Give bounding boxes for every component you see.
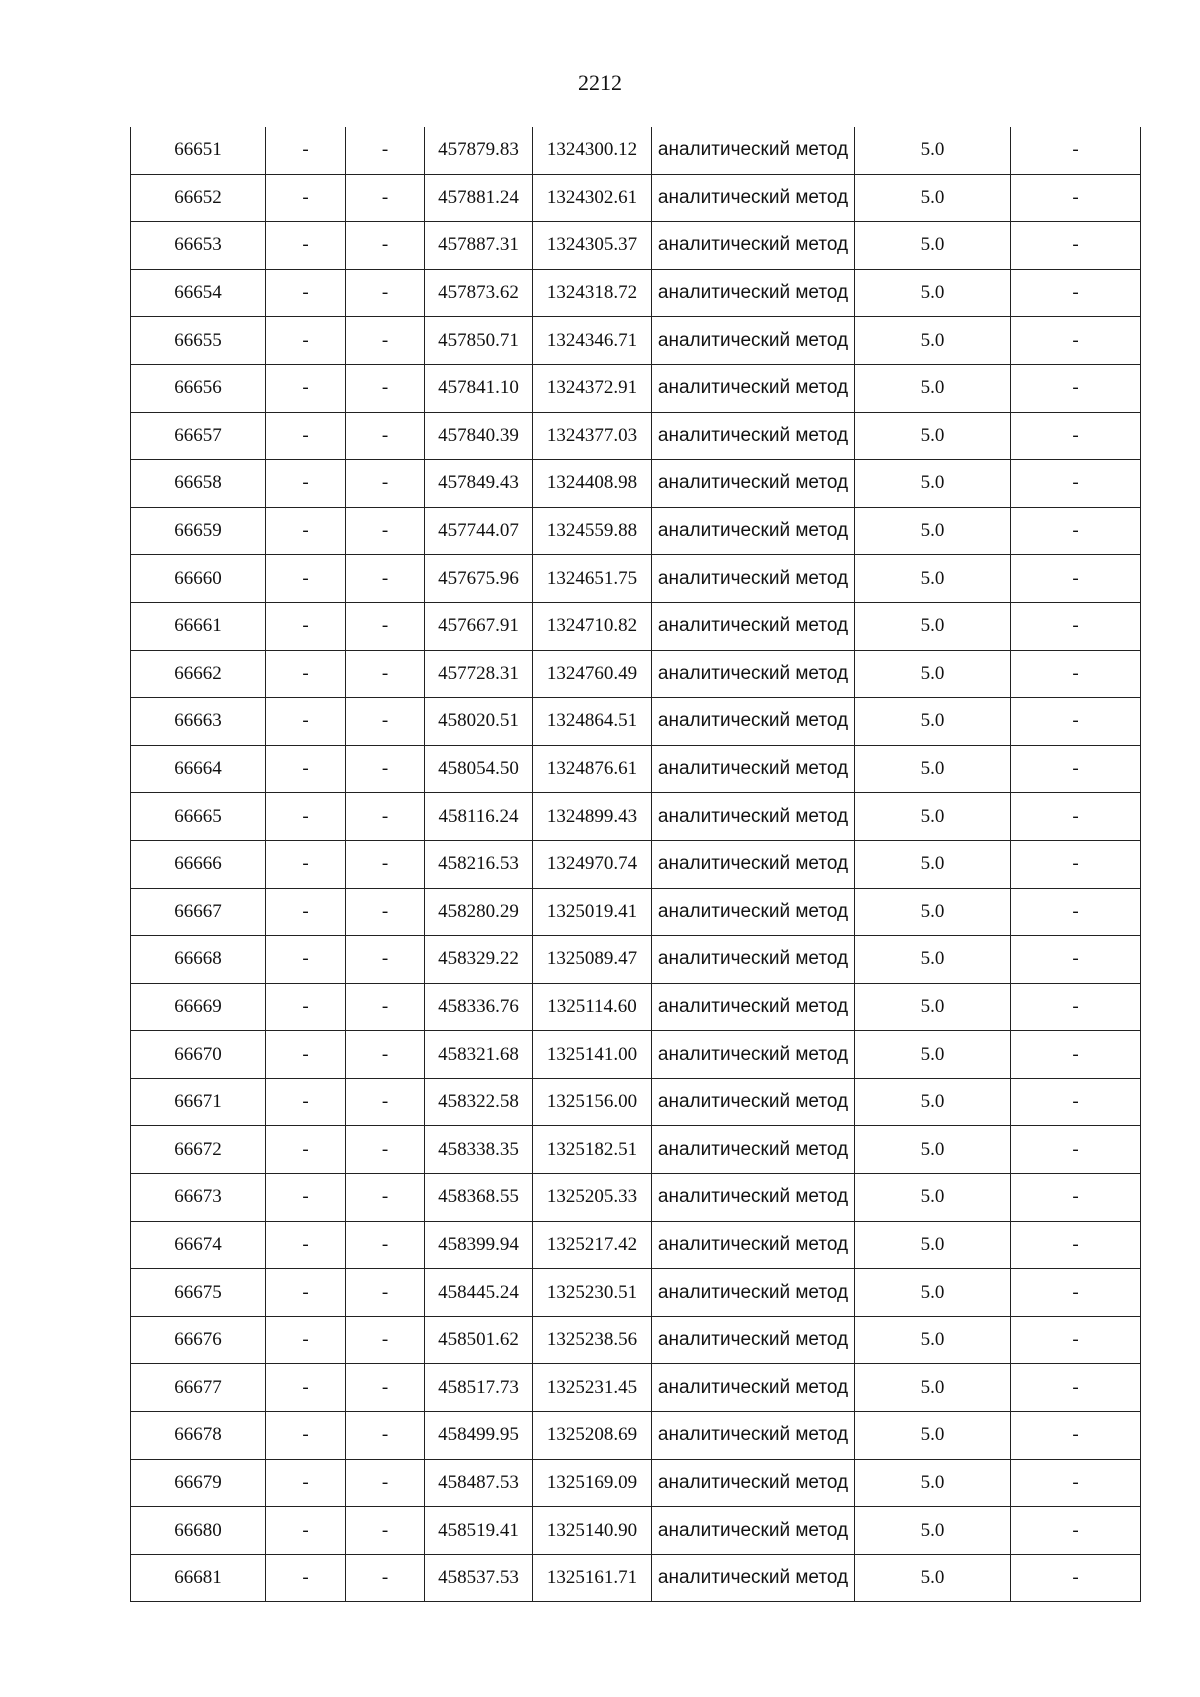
y-coordinate-cell: 1324899.43	[533, 793, 652, 841]
dash-cell: -	[266, 507, 346, 555]
point-number-cell: 66679	[131, 1459, 266, 1507]
x-coordinate-cell: 458501.62	[425, 1316, 533, 1364]
dash-cell: -	[266, 1031, 346, 1079]
dash-cell: -	[1011, 269, 1141, 317]
accuracy-cell: 5.0	[855, 983, 1011, 1031]
table-row	[131, 222, 1141, 270]
dash-cell: -	[346, 840, 425, 888]
point-number-cell: 66662	[131, 650, 266, 698]
dash-cell: -	[346, 1364, 425, 1412]
dash-cell: -	[266, 1364, 346, 1412]
y-coordinate-cell: 1324559.88	[533, 507, 652, 555]
accuracy-cell: 5.0	[855, 1316, 1011, 1364]
x-coordinate-cell: 458519.41	[425, 1507, 533, 1555]
point-number-cell: 66673	[131, 1174, 266, 1222]
x-coordinate-cell: 458336.76	[425, 983, 533, 1031]
x-coordinate-cell: 458537.53	[425, 1554, 533, 1602]
method-cell: аналитический метод	[652, 983, 855, 1031]
point-number-cell: 66651	[131, 127, 266, 174]
y-coordinate-cell: 1324970.74	[533, 840, 652, 888]
page-number: 2212	[578, 70, 622, 95]
point-number-cell: 66670	[131, 1031, 266, 1079]
dash-cell: -	[1011, 364, 1141, 412]
point-number-cell: 66669	[131, 983, 266, 1031]
dash-cell: -	[1011, 888, 1141, 936]
point-number-cell: 66657	[131, 412, 266, 460]
dash-cell: -	[346, 602, 425, 650]
x-coordinate-cell: 457879.83	[425, 127, 533, 174]
accuracy-cell: 5.0	[855, 1412, 1011, 1460]
x-coordinate-cell: 458368.55	[425, 1174, 533, 1222]
dash-cell: -	[346, 222, 425, 270]
x-coordinate-cell: 458216.53	[425, 840, 533, 888]
dash-cell: -	[1011, 1174, 1141, 1222]
accuracy-cell: 5.0	[855, 1031, 1011, 1079]
accuracy-cell: 5.0	[855, 364, 1011, 412]
table-row	[131, 1174, 1141, 1222]
point-number-cell: 66667	[131, 888, 266, 936]
dash-cell: -	[266, 983, 346, 1031]
accuracy-cell: 5.0	[855, 1174, 1011, 1222]
method-cell: аналитический метод	[652, 1554, 855, 1602]
method-cell: аналитический метод	[652, 364, 855, 412]
method-cell: аналитический метод	[652, 127, 855, 174]
table-row	[131, 174, 1141, 222]
x-coordinate-cell: 458054.50	[425, 745, 533, 793]
table-row	[131, 1554, 1141, 1602]
x-coordinate-cell: 457728.31	[425, 650, 533, 698]
accuracy-cell: 5.0	[855, 888, 1011, 936]
accuracy-cell: 5.0	[855, 174, 1011, 222]
method-cell: аналитический метод	[652, 222, 855, 270]
dash-cell: -	[266, 460, 346, 508]
accuracy-cell: 5.0	[855, 602, 1011, 650]
table-row	[131, 983, 1141, 1031]
table-row	[131, 364, 1141, 412]
dash-cell: -	[266, 888, 346, 936]
table-row	[131, 1364, 1141, 1412]
table-row	[131, 412, 1141, 460]
accuracy-cell: 5.0	[855, 317, 1011, 365]
dash-cell: -	[266, 269, 346, 317]
dash-cell: -	[1011, 174, 1141, 222]
dash-cell: -	[346, 555, 425, 603]
dash-cell: -	[266, 1554, 346, 1602]
table-row	[131, 840, 1141, 888]
dash-cell: -	[346, 127, 425, 174]
dash-cell: -	[346, 936, 425, 984]
accuracy-cell: 5.0	[855, 1221, 1011, 1269]
method-cell: аналитический метод	[652, 888, 855, 936]
table-row	[131, 127, 1141, 174]
dash-cell: -	[346, 1316, 425, 1364]
table-row	[131, 650, 1141, 698]
method-cell: аналитический метод	[652, 1078, 855, 1126]
table-body	[131, 127, 1141, 1602]
dash-cell: -	[346, 1174, 425, 1222]
accuracy-cell: 5.0	[855, 698, 1011, 746]
point-number-cell: 66676	[131, 1316, 266, 1364]
dash-cell: -	[346, 1126, 425, 1174]
dash-cell: -	[346, 1078, 425, 1126]
method-cell: аналитический метод	[652, 460, 855, 508]
dash-cell: -	[1011, 1269, 1141, 1317]
point-number-cell: 66674	[131, 1221, 266, 1269]
point-number-cell: 66659	[131, 507, 266, 555]
point-number-cell: 66653	[131, 222, 266, 270]
accuracy-cell: 5.0	[855, 1554, 1011, 1602]
method-cell: аналитический метод	[652, 1174, 855, 1222]
accuracy-cell: 5.0	[855, 269, 1011, 317]
table-row	[131, 936, 1141, 984]
accuracy-cell: 5.0	[855, 1078, 1011, 1126]
dash-cell: -	[266, 698, 346, 746]
dash-cell: -	[266, 650, 346, 698]
dash-cell: -	[1011, 507, 1141, 555]
point-number-cell: 66672	[131, 1126, 266, 1174]
x-coordinate-cell: 458445.24	[425, 1269, 533, 1317]
dash-cell: -	[346, 507, 425, 555]
point-number-cell: 66668	[131, 936, 266, 984]
x-coordinate-cell: 458399.94	[425, 1221, 533, 1269]
accuracy-cell: 5.0	[855, 1507, 1011, 1555]
dash-cell: -	[346, 317, 425, 365]
dash-cell: -	[266, 1221, 346, 1269]
dash-cell: -	[1011, 222, 1141, 270]
x-coordinate-cell: 457675.96	[425, 555, 533, 603]
dash-cell: -	[1011, 555, 1141, 603]
dash-cell: -	[266, 745, 346, 793]
y-coordinate-cell: 1325208.69	[533, 1412, 652, 1460]
accuracy-cell: 5.0	[855, 507, 1011, 555]
dash-cell: -	[266, 1316, 346, 1364]
table-row	[131, 460, 1141, 508]
method-cell: аналитический метод	[652, 412, 855, 460]
dash-cell: -	[266, 317, 346, 365]
dash-cell: -	[346, 1221, 425, 1269]
dash-cell: -	[346, 983, 425, 1031]
dash-cell: -	[1011, 1316, 1141, 1364]
dash-cell: -	[1011, 127, 1141, 174]
table-row	[131, 745, 1141, 793]
table-row	[131, 1507, 1141, 1555]
accuracy-cell: 5.0	[855, 555, 1011, 603]
table-row	[131, 888, 1141, 936]
table-row	[131, 269, 1141, 317]
dash-cell: -	[266, 412, 346, 460]
y-coordinate-cell: 1325205.33	[533, 1174, 652, 1222]
dash-cell: -	[1011, 745, 1141, 793]
accuracy-cell: 5.0	[855, 412, 1011, 460]
dash-cell: -	[1011, 602, 1141, 650]
method-cell: аналитический метод	[652, 174, 855, 222]
y-coordinate-cell: 1325114.60	[533, 983, 652, 1031]
x-coordinate-cell: 457840.39	[425, 412, 533, 460]
y-coordinate-cell: 1324876.61	[533, 745, 652, 793]
table-row	[131, 555, 1141, 603]
y-coordinate-cell: 1324372.91	[533, 364, 652, 412]
point-number-cell: 66681	[131, 1554, 266, 1602]
y-coordinate-cell: 1324864.51	[533, 698, 652, 746]
dash-cell: -	[346, 1412, 425, 1460]
point-number-cell: 66663	[131, 698, 266, 746]
accuracy-cell: 5.0	[855, 745, 1011, 793]
table-row	[131, 1459, 1141, 1507]
x-coordinate-cell: 457849.43	[425, 460, 533, 508]
point-number-cell: 66661	[131, 602, 266, 650]
dash-cell: -	[346, 1031, 425, 1079]
dash-cell: -	[1011, 1554, 1141, 1602]
dash-cell: -	[346, 1459, 425, 1507]
x-coordinate-cell: 457850.71	[425, 317, 533, 365]
accuracy-cell: 5.0	[855, 460, 1011, 508]
x-coordinate-cell: 458321.68	[425, 1031, 533, 1079]
x-coordinate-cell: 458322.58	[425, 1078, 533, 1126]
accuracy-cell: 5.0	[855, 936, 1011, 984]
point-number-cell: 66660	[131, 555, 266, 603]
y-coordinate-cell: 1324651.75	[533, 555, 652, 603]
table-row	[131, 1221, 1141, 1269]
method-cell: аналитический метод	[652, 793, 855, 841]
y-coordinate-cell: 1325169.09	[533, 1459, 652, 1507]
y-coordinate-cell: 1324408.98	[533, 460, 652, 508]
dash-cell: -	[266, 840, 346, 888]
y-coordinate-cell: 1325141.00	[533, 1031, 652, 1079]
table-row	[131, 698, 1141, 746]
dash-cell: -	[1011, 1507, 1141, 1555]
accuracy-cell: 5.0	[855, 1459, 1011, 1507]
x-coordinate-cell: 458020.51	[425, 698, 533, 746]
method-cell: аналитический метод	[652, 1507, 855, 1555]
table-row	[131, 1126, 1141, 1174]
accuracy-cell: 5.0	[855, 840, 1011, 888]
method-cell: аналитический метод	[652, 1412, 855, 1460]
dash-cell: -	[346, 650, 425, 698]
table-row	[131, 793, 1141, 841]
accuracy-cell: 5.0	[855, 127, 1011, 174]
method-cell: аналитический метод	[652, 1316, 855, 1364]
y-coordinate-cell: 1324305.37	[533, 222, 652, 270]
y-coordinate-cell: 1324300.12	[533, 127, 652, 174]
dash-cell: -	[266, 1078, 346, 1126]
method-cell: аналитический метод	[652, 602, 855, 650]
dash-cell: -	[1011, 1412, 1141, 1460]
point-number-cell: 66677	[131, 1364, 266, 1412]
dash-cell: -	[266, 1459, 346, 1507]
dash-cell: -	[266, 222, 346, 270]
table-row	[131, 1412, 1141, 1460]
method-cell: аналитический метод	[652, 936, 855, 984]
dash-cell: -	[1011, 650, 1141, 698]
table-row	[131, 1269, 1141, 1317]
y-coordinate-cell: 1324302.61	[533, 174, 652, 222]
x-coordinate-cell: 458280.29	[425, 888, 533, 936]
coordinates-table	[130, 127, 1141, 1602]
y-coordinate-cell: 1325161.71	[533, 1554, 652, 1602]
y-coordinate-cell: 1325231.45	[533, 1364, 652, 1412]
x-coordinate-cell: 458338.35	[425, 1126, 533, 1174]
x-coordinate-cell: 458116.24	[425, 793, 533, 841]
y-coordinate-cell: 1324318.72	[533, 269, 652, 317]
x-coordinate-cell: 458487.53	[425, 1459, 533, 1507]
y-coordinate-cell: 1324760.49	[533, 650, 652, 698]
point-number-cell: 66680	[131, 1507, 266, 1555]
accuracy-cell: 5.0	[855, 222, 1011, 270]
dash-cell: -	[1011, 1126, 1141, 1174]
method-cell: аналитический метод	[652, 840, 855, 888]
dash-cell: -	[266, 1507, 346, 1555]
y-coordinate-cell: 1325182.51	[533, 1126, 652, 1174]
x-coordinate-cell: 457841.10	[425, 364, 533, 412]
dash-cell: -	[1011, 1364, 1141, 1412]
dash-cell: -	[346, 174, 425, 222]
y-coordinate-cell: 1325217.42	[533, 1221, 652, 1269]
y-coordinate-cell: 1324346.71	[533, 317, 652, 365]
method-cell: аналитический метод	[652, 1364, 855, 1412]
dash-cell: -	[266, 1174, 346, 1222]
dash-cell: -	[266, 1412, 346, 1460]
dash-cell: -	[346, 698, 425, 746]
point-number-cell: 66654	[131, 269, 266, 317]
method-cell: аналитический метод	[652, 1269, 855, 1317]
accuracy-cell: 5.0	[855, 1126, 1011, 1174]
dash-cell: -	[346, 364, 425, 412]
table-row	[131, 1078, 1141, 1126]
dash-cell: -	[1011, 983, 1141, 1031]
accuracy-cell: 5.0	[855, 650, 1011, 698]
dash-cell: -	[1011, 317, 1141, 365]
table-row	[131, 317, 1141, 365]
y-coordinate-cell: 1325140.90	[533, 1507, 652, 1555]
x-coordinate-cell: 457873.62	[425, 269, 533, 317]
table-row	[131, 1031, 1141, 1079]
dash-cell: -	[266, 1269, 346, 1317]
x-coordinate-cell: 458499.95	[425, 1412, 533, 1460]
dash-cell: -	[1011, 793, 1141, 841]
point-number-cell: 66665	[131, 793, 266, 841]
y-coordinate-cell: 1325156.00	[533, 1078, 652, 1126]
x-coordinate-cell: 457667.91	[425, 602, 533, 650]
method-cell: аналитический метод	[652, 555, 855, 603]
dash-cell: -	[346, 1507, 425, 1555]
dash-cell: -	[1011, 412, 1141, 460]
method-cell: аналитический метод	[652, 1221, 855, 1269]
point-number-cell: 66671	[131, 1078, 266, 1126]
accuracy-cell: 5.0	[855, 1269, 1011, 1317]
dash-cell: -	[266, 602, 346, 650]
y-coordinate-cell: 1325238.56	[533, 1316, 652, 1364]
method-cell: аналитический метод	[652, 317, 855, 365]
method-cell: аналитический метод	[652, 698, 855, 746]
point-number-cell: 66656	[131, 364, 266, 412]
x-coordinate-cell: 457881.24	[425, 174, 533, 222]
x-coordinate-cell: 458517.73	[425, 1364, 533, 1412]
dash-cell: -	[346, 745, 425, 793]
x-coordinate-cell: 458329.22	[425, 936, 533, 984]
dash-cell: -	[1011, 460, 1141, 508]
method-cell: аналитический метод	[652, 1031, 855, 1079]
y-coordinate-cell: 1324710.82	[533, 602, 652, 650]
y-coordinate-cell: 1325019.41	[533, 888, 652, 936]
dash-cell: -	[266, 1126, 346, 1174]
dash-cell: -	[1011, 1031, 1141, 1079]
dash-cell: -	[1011, 1078, 1141, 1126]
table-row	[131, 507, 1141, 555]
dash-cell: -	[266, 364, 346, 412]
method-cell: аналитический метод	[652, 269, 855, 317]
accuracy-cell: 5.0	[855, 793, 1011, 841]
dash-cell: -	[266, 555, 346, 603]
dash-cell: -	[1011, 840, 1141, 888]
x-coordinate-cell: 457744.07	[425, 507, 533, 555]
point-number-cell: 66664	[131, 745, 266, 793]
point-number-cell: 66658	[131, 460, 266, 508]
point-number-cell: 66675	[131, 1269, 266, 1317]
dash-cell: -	[266, 174, 346, 222]
dash-cell: -	[1011, 936, 1141, 984]
method-cell: аналитический метод	[652, 745, 855, 793]
y-coordinate-cell: 1325089.47	[533, 936, 652, 984]
table-row	[131, 1316, 1141, 1364]
dash-cell: -	[346, 793, 425, 841]
dash-cell: -	[346, 1269, 425, 1317]
accuracy-cell: 5.0	[855, 1364, 1011, 1412]
point-number-cell: 66678	[131, 1412, 266, 1460]
dash-cell: -	[346, 460, 425, 508]
dash-cell: -	[266, 936, 346, 984]
dash-cell: -	[346, 269, 425, 317]
y-coordinate-cell: 1324377.03	[533, 412, 652, 460]
point-number-cell: 66655	[131, 317, 266, 365]
dash-cell: -	[1011, 1459, 1141, 1507]
table-row	[131, 602, 1141, 650]
dash-cell: -	[266, 793, 346, 841]
dash-cell: -	[1011, 698, 1141, 746]
point-number-cell: 66652	[131, 174, 266, 222]
y-coordinate-cell: 1325230.51	[533, 1269, 652, 1317]
dash-cell: -	[1011, 1221, 1141, 1269]
point-number-cell: 66666	[131, 840, 266, 888]
x-coordinate-cell: 457887.31	[425, 222, 533, 270]
dash-cell: -	[346, 888, 425, 936]
method-cell: аналитический метод	[652, 507, 855, 555]
method-cell: аналитический метод	[652, 650, 855, 698]
method-cell: аналитический метод	[652, 1126, 855, 1174]
dash-cell: -	[346, 1554, 425, 1602]
dash-cell: -	[266, 127, 346, 174]
dash-cell: -	[346, 412, 425, 460]
method-cell: аналитический метод	[652, 1459, 855, 1507]
